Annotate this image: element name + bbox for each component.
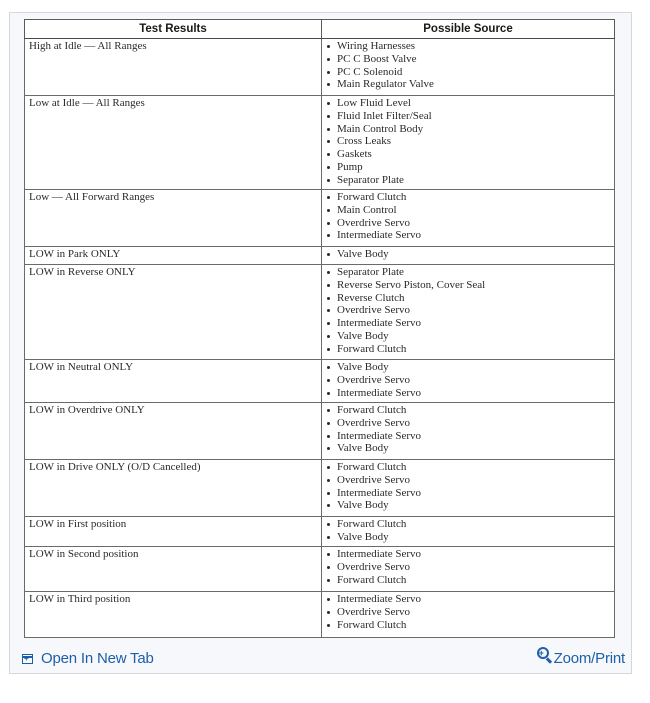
open-in-new-tab-label: Open In New Tab [41, 650, 154, 667]
source-list-item: Intermediate Servo [326, 229, 610, 242]
test-result-cell: LOW in Third position [25, 592, 322, 638]
source-list [326, 518, 610, 544]
table-row [25, 547, 615, 592]
possible-source-cell [322, 190, 615, 247]
source-list-item: Separator Plate [326, 174, 610, 187]
table-row [25, 247, 615, 265]
source-list-item: Fluid Inlet Filter/Seal [326, 110, 610, 123]
source-list-item: Wiring Harnesses [326, 40, 610, 53]
possible-source-cell [322, 517, 615, 547]
source-list-item: Intermediate Servo [326, 317, 610, 330]
possible-source-cell [322, 403, 615, 460]
source-list [326, 404, 610, 455]
zoom-in-icon: + [537, 647, 552, 664]
test-result-cell: LOW in Drive ONLY (O/D Cancelled) [25, 460, 322, 517]
source-list-item: Main Control Body [326, 123, 610, 136]
test-result-cell: LOW in First position [25, 517, 322, 547]
source-list-item: Intermediate Servo [326, 548, 610, 561]
test-result-cell: Low at Idle — All Ranges [25, 96, 322, 190]
source-list-item: Valve Body [326, 531, 610, 544]
source-list [326, 593, 610, 631]
table-row [25, 96, 615, 190]
test-result-cell: LOW in Second position [25, 547, 322, 592]
table-row [25, 360, 615, 403]
new-tab-icon [22, 654, 33, 664]
test-result-cell: LOW in Neutral ONLY [25, 360, 322, 403]
possible-source-cell [322, 360, 615, 403]
source-list-item: Forward Clutch [326, 619, 610, 632]
source-list-item: Valve Body [326, 442, 610, 455]
source-list-item: PC C Boost Valve [326, 53, 610, 66]
source-list-item: Overdrive Servo [326, 374, 610, 387]
image-frame [9, 12, 632, 674]
possible-source-cell [322, 39, 615, 96]
test-result-cell: Low — All Forward Ranges [25, 190, 322, 247]
source-list-item: Reverse Clutch [326, 292, 610, 305]
image-footer [10, 646, 631, 674]
source-list [326, 191, 610, 242]
source-list-item: Pump [326, 161, 610, 174]
source-list-item: Intermediate Servo [326, 593, 610, 606]
table-header-row [25, 20, 615, 39]
source-list-item: Valve Body [326, 361, 610, 374]
source-list-item: Forward Clutch [326, 461, 610, 474]
source-list [326, 548, 610, 586]
table-row [25, 403, 615, 460]
source-list-item: Valve Body [326, 248, 610, 261]
test-result-cell: High at Idle — All Ranges [25, 39, 322, 96]
source-list-item: Overdrive Servo [326, 474, 610, 487]
source-list-item: Cross Leaks [326, 135, 610, 148]
table-row [25, 265, 615, 360]
source-list-item: Separator Plate [326, 266, 610, 279]
zoom-print-link[interactable] [537, 650, 625, 667]
table-row [25, 592, 615, 638]
pressure-test-table [24, 19, 615, 638]
source-list-item: Reverse Servo Piston, Cover Seal [326, 279, 610, 292]
source-list [326, 266, 610, 356]
diagnosis-table-image [24, 19, 615, 638]
header-test-results: Test Results [25, 20, 322, 39]
source-list-item: Forward Clutch [326, 343, 610, 356]
source-list-item: Forward Clutch [326, 518, 610, 531]
source-list-item: Intermediate Servo [326, 430, 610, 443]
table-row [25, 39, 615, 96]
possible-source-cell [322, 265, 615, 360]
source-list-item: Low Fluid Level [326, 97, 610, 110]
source-list-item: Intermediate Servo [326, 487, 610, 500]
source-list-item: Forward Clutch [326, 404, 610, 417]
source-list-item: Valve Body [326, 330, 610, 343]
source-list-item: Overdrive Servo [326, 417, 610, 430]
possible-source-cell [322, 247, 615, 265]
source-list [326, 97, 610, 187]
header-possible-source: Possible Source [322, 20, 615, 39]
possible-source-cell [322, 460, 615, 517]
table-row [25, 190, 615, 247]
source-list-item: Intermediate Servo [326, 387, 610, 400]
source-list-item: Main Control [326, 204, 610, 217]
open-in-new-tab-link[interactable] [22, 650, 154, 667]
table-row [25, 460, 615, 517]
source-list-item: PC C Solenoid [326, 66, 610, 79]
table-body [25, 39, 615, 638]
source-list-item: Overdrive Servo [326, 217, 610, 230]
possible-source-cell [322, 592, 615, 638]
source-list-item: Valve Body [326, 499, 610, 512]
source-list [326, 361, 610, 399]
table-row [25, 517, 615, 547]
source-list [326, 40, 610, 91]
source-list-item: Forward Clutch [326, 574, 610, 587]
source-list [326, 461, 610, 512]
test-result-cell: LOW in Reverse ONLY [25, 265, 322, 360]
test-result-cell: LOW in Overdrive ONLY [25, 403, 322, 460]
source-list-item: Overdrive Servo [326, 304, 610, 317]
source-list-item: Forward Clutch [326, 191, 610, 204]
possible-source-cell [322, 547, 615, 592]
source-list-item: Overdrive Servo [326, 561, 610, 574]
zoom-print-label: Zoom/Print [553, 650, 625, 667]
test-result-cell: LOW in Park ONLY [25, 247, 322, 265]
source-list-item: Gaskets [326, 148, 610, 161]
source-list-item: Overdrive Servo [326, 606, 610, 619]
possible-source-cell [322, 96, 615, 190]
source-list-item: Main Regulator Valve [326, 78, 610, 91]
source-list [326, 248, 610, 261]
